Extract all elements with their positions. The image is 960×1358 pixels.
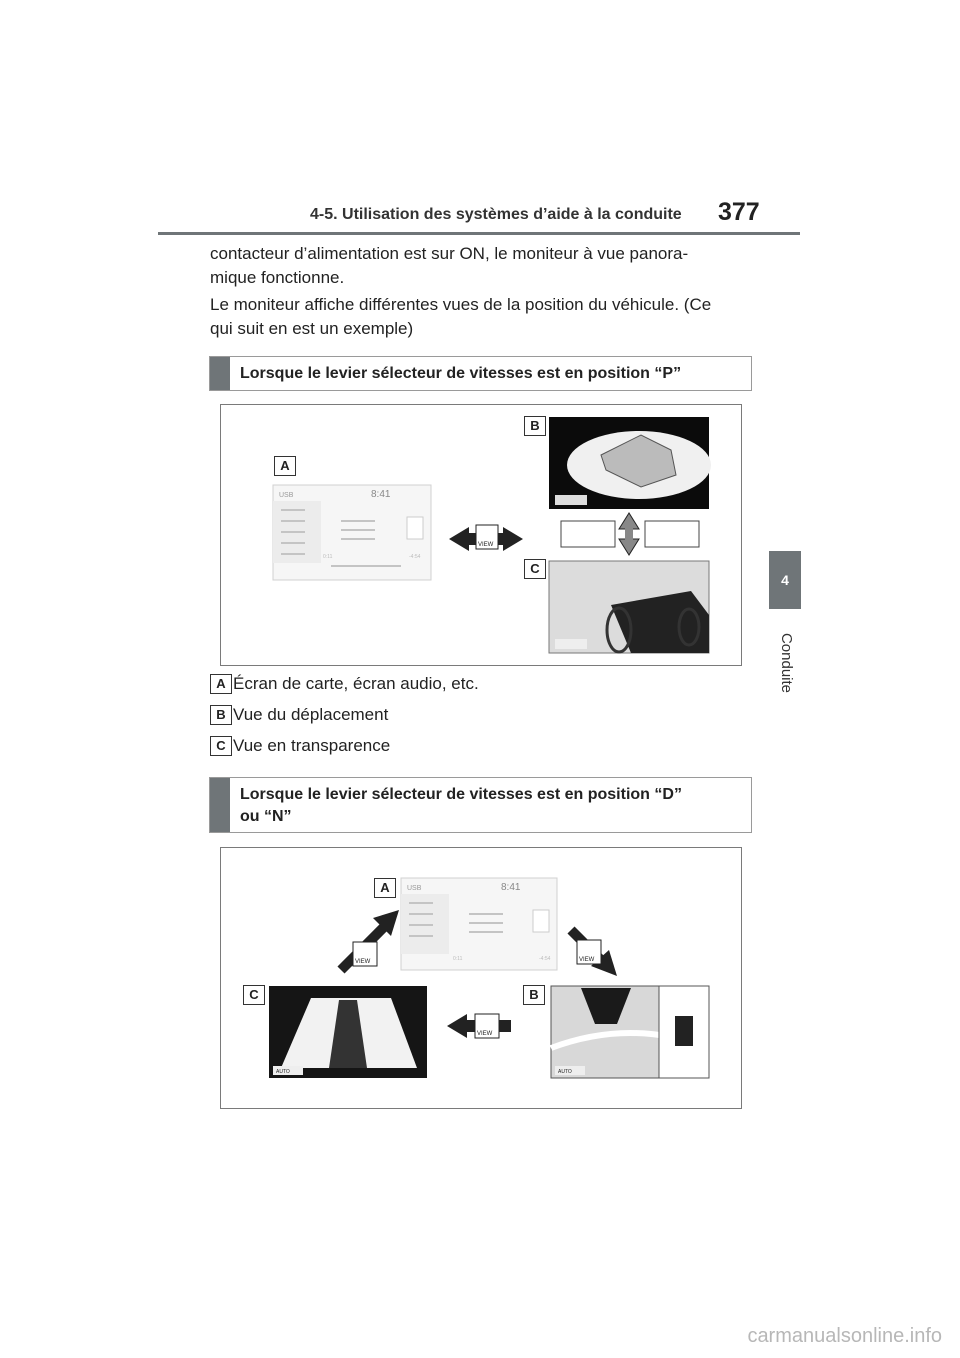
double-arrow-view — [449, 525, 523, 551]
moving-view-controls — [555, 495, 587, 505]
figure-label-b: B — [524, 416, 546, 436]
chapter-tab[interactable]: 4 — [769, 551, 801, 609]
figure-panel-park — [220, 404, 742, 666]
audio-screen-clock: 8:41 — [501, 882, 521, 893]
figure-label-c: C — [524, 559, 546, 579]
audio-screen-usb: USB — [279, 492, 294, 499]
section-header-title: 4-5. Utilisation des systèmes d’aide à la conduite — [310, 206, 682, 223]
page-number: 377 — [718, 198, 760, 226]
arrow-moving-to-transparent — [447, 1014, 511, 1038]
figure-drive-illustration — [221, 848, 741, 1108]
legend-letter-c: C — [210, 736, 232, 756]
section-heading-drive — [209, 777, 752, 833]
paragraph-1-line-1: contacteur d’alimentation est sur ON, le moniteur à vue panora- — [210, 244, 689, 263]
section-heading-park — [209, 356, 752, 391]
figure-panel-drive — [220, 847, 742, 1109]
toggle-icons-right — [645, 521, 699, 547]
arrow-audio-to-moving — [571, 930, 617, 976]
arrow-to-audio — [341, 910, 399, 970]
audio-screen-time-end: -4:54 — [539, 956, 551, 962]
view-label: VIEW — [579, 957, 595, 963]
view-label: VIEW — [477, 1031, 493, 1037]
audio-screen-clock: 8:41 — [371, 489, 391, 500]
figure-label-a: A — [274, 456, 296, 476]
view-label: VIEW — [355, 959, 371, 965]
view-label: VIEW — [478, 542, 494, 548]
audio-screen-time-start: 0:11 — [453, 956, 463, 962]
transparent-view-controls — [555, 639, 587, 649]
paragraph-2 — [210, 293, 750, 341]
toggle-icons-left — [561, 521, 615, 547]
header-rule — [158, 232, 800, 235]
paragraph-1-line-2: mique fonctionne. — [210, 268, 345, 287]
moving-view-auto-label: AUTO — [558, 1069, 572, 1075]
paragraph-1 — [210, 242, 750, 290]
watermark: carmanualsonline.info — [747, 1325, 942, 1347]
section-heading-drive-line-1: Lorsque le levier sélecteur de vitesses est en position “D” — [240, 786, 682, 803]
section-heading-drive-line-2: ou “N” — [240, 808, 292, 825]
audio-screen-time-start: 0:11 — [323, 554, 333, 560]
audio-album-art — [407, 517, 423, 539]
heading-bar — [210, 778, 230, 832]
moving-view-top-car — [675, 1016, 693, 1046]
section-heading-park-text: Lorsque le levier sélecteur de vitesses est en position “P” — [240, 365, 682, 382]
heading-bar — [210, 357, 230, 390]
audio-screen-time-end: -4:54 — [409, 554, 421, 560]
legend-text-a: Écran de carte, écran audio, etc. — [233, 674, 479, 693]
figure-park-illustration — [221, 405, 741, 665]
legend-text-b: Vue du déplacement — [233, 705, 389, 724]
paragraph-2-line-2: qui suit en est un exemple) — [210, 319, 414, 338]
chapter-label: Conduite — [778, 632, 795, 694]
vertical-double-arrow — [619, 513, 639, 555]
audio-album-art — [533, 910, 549, 932]
legend-letter-a: A — [210, 674, 232, 694]
audio-screen-usb: USB — [407, 885, 422, 892]
transparent-view-auto-label: AUTO — [276, 1069, 290, 1075]
figure-label-a: A — [374, 878, 396, 898]
legend-text-c: Vue en transparence — [233, 736, 391, 755]
figure-label-c: C — [243, 985, 265, 1005]
figure-label-b: B — [523, 985, 545, 1005]
paragraph-2-line-1: Le moniteur affiche différentes vues de la position du véhicule. (Ce — [210, 295, 712, 314]
section-heading-drive-text — [240, 784, 741, 828]
legend-letter-b: B — [210, 705, 232, 725]
